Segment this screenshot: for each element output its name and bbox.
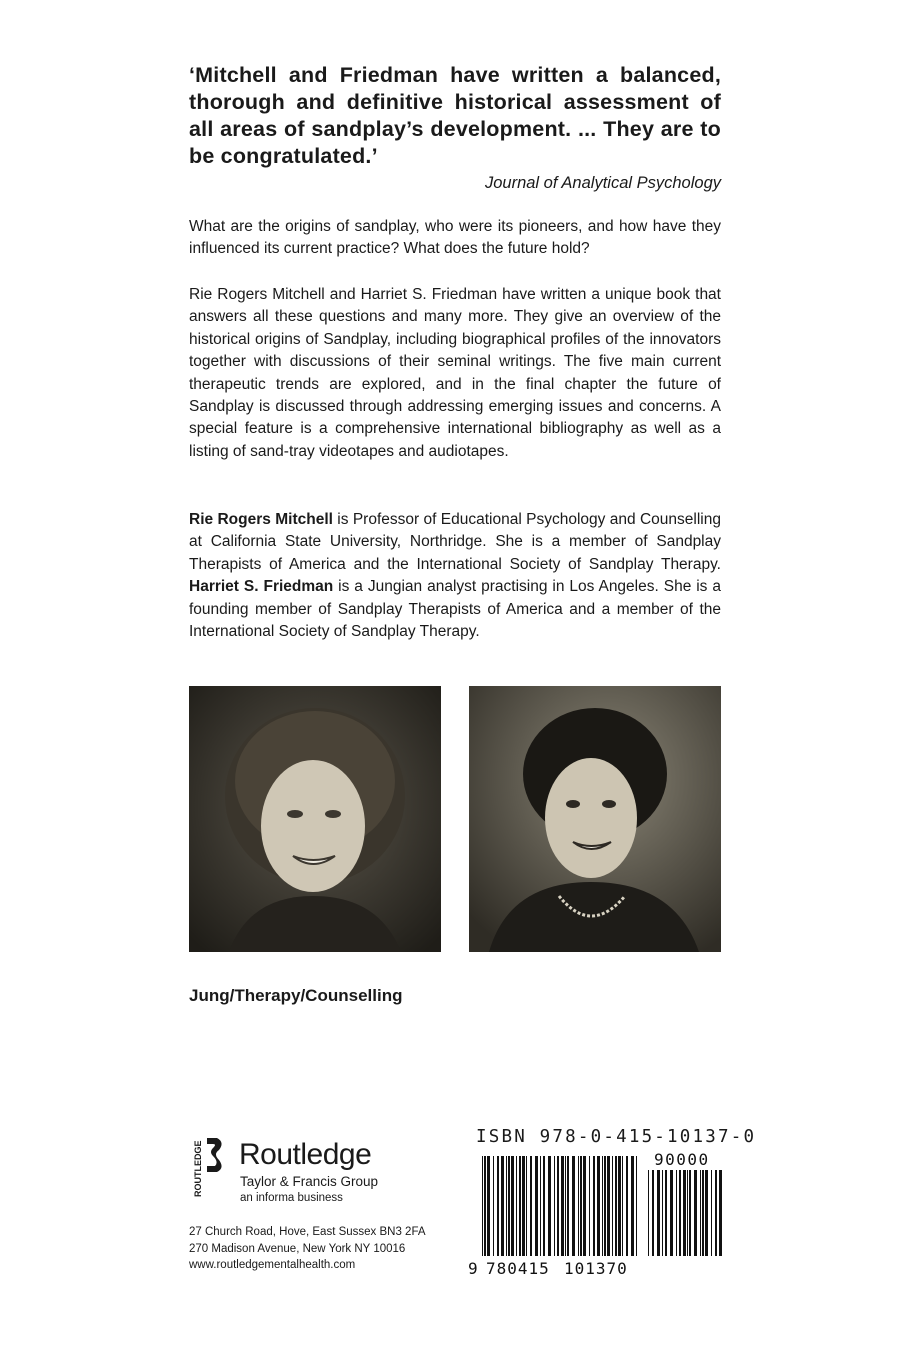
barcode-bar — [602, 1156, 603, 1256]
barcode-bar — [578, 1156, 579, 1256]
routledge-emblem-icon — [189, 1136, 203, 1196]
barcode-bar — [705, 1170, 708, 1256]
barcode-bar — [589, 1156, 590, 1256]
barcode-bar — [648, 1170, 649, 1256]
author1-bio: is Professor of Educational Psychology and Counselling at California State University, Northridge. She is a member of Sandplay Therapists of America and the International Society of Sandplay Therapy. — [189, 511, 721, 573]
barcode-bar — [694, 1170, 697, 1256]
author-photo-friedman — [469, 686, 721, 952]
isbn-label: ISBN 978-0-415-10137-0 — [476, 1127, 757, 1147]
barcode-bar — [557, 1156, 559, 1256]
publisher-name: Routledge — [239, 1138, 372, 1171]
barcode-bar — [493, 1156, 494, 1256]
barcode-bar — [631, 1156, 634, 1256]
barcode-bar — [719, 1170, 722, 1256]
barcode-bar — [687, 1170, 688, 1256]
author2-bio: is a Jungian analyst practising in Los Angeles. She is a founding member of Sandplay Therapists of America and a member of the International Society of Sandplay Therapy. — [189, 578, 721, 641]
barcode-bar — [715, 1170, 717, 1256]
barcode-bar — [670, 1170, 673, 1256]
barcode-bar — [657, 1170, 660, 1256]
barcode-bar — [636, 1156, 637, 1256]
barcode-bar — [665, 1170, 667, 1256]
publisher-address — [189, 1224, 426, 1274]
barcode-bar — [622, 1156, 623, 1256]
barcode-bar — [662, 1170, 663, 1256]
barcode-bar — [567, 1156, 569, 1256]
barcode-bar — [540, 1156, 541, 1256]
barcode-bar — [583, 1156, 586, 1256]
barcode-bar — [519, 1156, 521, 1256]
author2-name: Harriet S. Friedman — [189, 578, 334, 596]
subject-category: Jung/Therapy/Counselling — [189, 986, 403, 1005]
author-bio-paragraph — [189, 509, 721, 643]
author1-name: Rie Rogers Mitchell — [189, 511, 333, 528]
barcode-bar — [508, 1156, 510, 1256]
price-code: 90000 — [654, 1150, 710, 1169]
barcode-bar — [554, 1156, 555, 1256]
review-quote: ‘Mitchell and Friedman have written a balanced, thorough and definitive historical assessment of all areas of sandplay’s development. ... They are to be congratulated.’ — [189, 63, 721, 168]
barcode-bar — [700, 1170, 701, 1256]
quote-source: Journal of Analytical Psychology — [484, 174, 721, 192]
author-photo-mitchell — [189, 686, 441, 952]
barcode-bar — [626, 1156, 628, 1256]
ean-lead-digit: 9 — [468, 1259, 478, 1276]
ean-left-digits: 780415 — [486, 1259, 550, 1276]
intro-paragraph: What are the origins of sandplay, who were its pioneers, and how have they influenced its current practice? What does the future hold? — [189, 218, 721, 258]
barcode-bar — [535, 1156, 538, 1256]
website-link: www.routledgementalhealth.com — [189, 1259, 356, 1271]
barcode-bar — [580, 1156, 582, 1256]
barcode-bar — [548, 1156, 551, 1256]
barcode-bar — [612, 1156, 613, 1256]
barcode-bar — [511, 1156, 514, 1256]
publisher-logo-block — [189, 1136, 449, 1206]
barcode-bar — [484, 1156, 486, 1264]
barcode-bar — [702, 1170, 704, 1256]
barcode-bar — [652, 1170, 654, 1256]
barcode-bar — [522, 1156, 525, 1256]
address-line: 27 Church Road, Hove, East Sussex BN3 2FA — [189, 1226, 426, 1238]
barcode-bar — [497, 1156, 499, 1256]
vertical-logo-text: ROUTLEDGE — [193, 1140, 203, 1197]
barcode-bar — [679, 1170, 681, 1256]
barcode-bar — [561, 1156, 564, 1264]
barcode-bar — [482, 1156, 483, 1264]
barcode-bar — [615, 1156, 617, 1256]
barcode-bar — [516, 1156, 517, 1256]
description-paragraph: Rie Rogers Mitchell and Harriet S. Friedman have written a unique book that answers all these questions and many more. They give an overview of the historical origins of Sandplay, including biographical profiles of the innovators together with discussions of their seminal writings. The five main current therapeutic trends are explored, and in the final chapter the future of Sandplay is discussed through addressing emerging issues and concerns. A special feature is a comprehensive international bibliography as well as a listing of sand-tray videotapes and audiotapes. — [189, 286, 721, 460]
address-line: 270 Madison Avenue, New York NY 10016 — [189, 1242, 406, 1255]
barcode-bar — [607, 1156, 610, 1256]
barcode-bar — [501, 1156, 504, 1256]
barcode-bar — [597, 1156, 600, 1256]
ean-right-digits: 101370 — [564, 1259, 628, 1276]
barcode-bar — [572, 1156, 575, 1256]
barcode-bar — [683, 1170, 686, 1256]
publisher-group: Taylor & Francis Group — [240, 1174, 379, 1189]
barcode-bar — [530, 1156, 532, 1256]
barcode-bar — [593, 1156, 595, 1256]
barcode-bar — [711, 1170, 712, 1256]
barcode-bar — [526, 1156, 527, 1256]
barcode-bar — [604, 1156, 606, 1256]
barcode-bar — [676, 1170, 677, 1256]
barcode-bar — [618, 1156, 621, 1256]
barcode-bar — [689, 1170, 691, 1256]
barcode-bar — [565, 1156, 566, 1256]
barcode — [468, 1150, 724, 1276]
barcode-bar — [487, 1156, 490, 1256]
barcode-bar — [506, 1156, 507, 1256]
barcode-bar — [543, 1156, 545, 1256]
publisher-tagline: an informa business — [240, 1192, 343, 1204]
